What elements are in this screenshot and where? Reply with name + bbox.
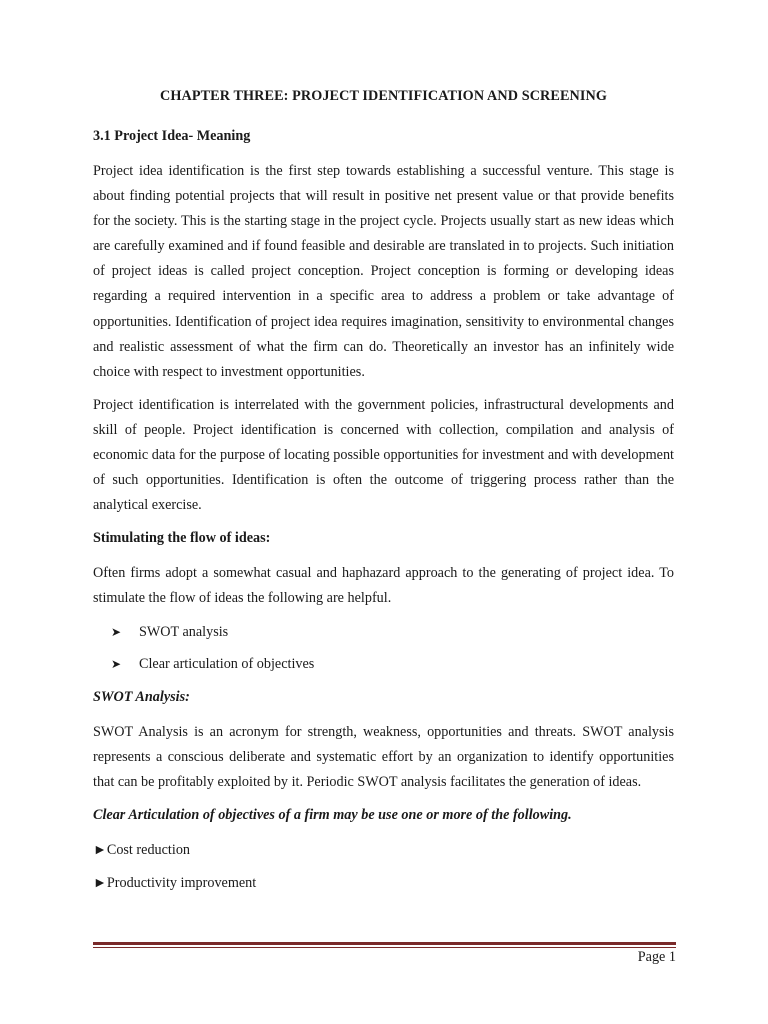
paragraph-project-idea: Project idea identification is the first step towards establishing a successful venture. This stage is about finding potential projects that will result in positive net present value or that provide benefits for the society. This is the starting stage in the project cycle. Projects usually start as new ideas which are carefully examined and if found feasible and desirable are translated in to projects. Such initiation of project ideas is called project conception. Project conception is forming or developing ideas regarding a required intervention in a specific area to address a problem or take advantage of opportunities. Identification of project idea requires imagination, sensitivity to environmental changes and realistic assessment of what the firm can do. Theoretically an investor has an infinitely wide choice with respect to investment opportunities. <box>93 163 674 380</box>
clear-articulation-heading: Clear Articulation of objectives of a firm may be use one or more of the following. <box>93 806 572 823</box>
paragraph-swot: SWOT Analysis is an acronym for strength, weakness, opportunities and threats. SWOT analysis represents a conscious deliberate and systematic effort by an organization to identify opportunities that can be profitably exploited by it. Periodic SWOT analysis facilitates the generation of ideas. <box>93 723 674 790</box>
arrowhead-bullet-icon: ➤ <box>111 624 122 639</box>
triangle-item-text: Productivity improvement <box>106 875 257 892</box>
bullet-item <box>111 652 674 677</box>
footer-rule-thick <box>93 942 676 945</box>
paragraph-identification: Project identification is interrelated with the government policies, infrastructural developments and skill of people. Project identification is concerned with collection, compilation and analysis of economic data for the purpose of locating possible opportunities for investment and with development of such opportunities. Identification is often the outcome of triggering process rather than the analytical exercise. <box>93 396 674 514</box>
bullet-item <box>111 620 674 645</box>
page-content <box>93 84 674 905</box>
section-heading: 3.1 Project Idea- Meaning <box>93 128 251 144</box>
triangle-item-text: Cost reduction <box>106 841 191 858</box>
paragraph-stimulate: Often firms adopt a somewhat casual and haphazard approach to the generating of project idea. To stimulate the flow of ideas the following are helpful. <box>93 565 674 607</box>
chapter-title: CHAPTER THREE: PROJECT IDENTIFICATION AND SCREENING <box>160 88 607 104</box>
page-number: Page 1 <box>637 949 676 965</box>
triangle-bullet-icon: ► <box>93 842 107 858</box>
bullet-text: Clear articulation of objectives <box>139 656 315 672</box>
stimulating-heading: Stimulating the flow of ideas: <box>93 530 271 547</box>
triangle-list-item <box>93 838 674 864</box>
triangle-list-item <box>93 871 674 897</box>
bullet-text: SWOT analysis <box>139 623 229 640</box>
footer-rule-thin <box>93 947 676 948</box>
swot-heading: SWOT Analysis: <box>93 688 190 705</box>
triangle-bullet-icon: ► <box>93 876 107 892</box>
arrowhead-bullet-icon: ➤ <box>111 657 122 671</box>
